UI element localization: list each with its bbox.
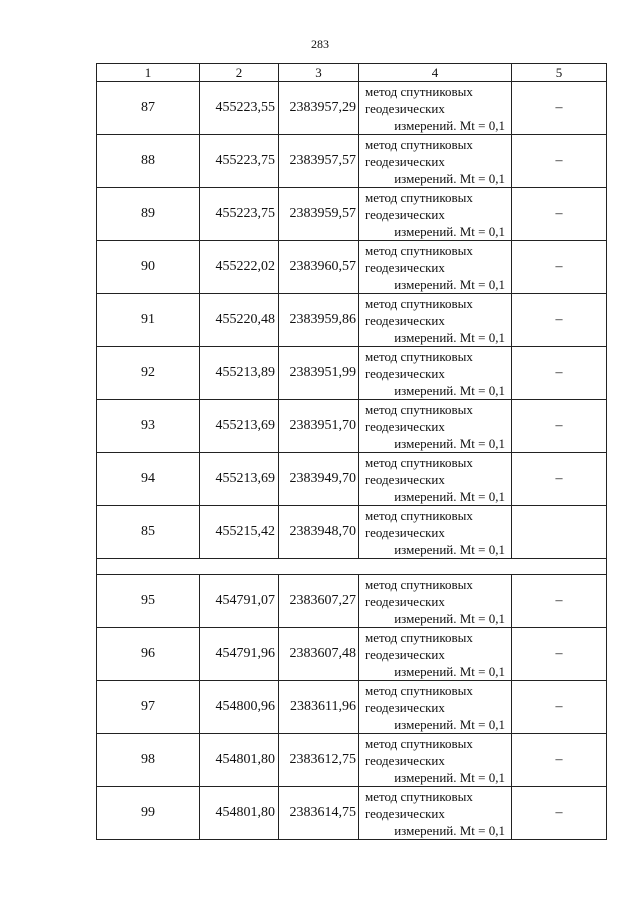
table-row (97, 347, 607, 400)
x-coordinate-cell: 455223,75 (200, 188, 279, 241)
method-text-line: метод спутниковых (365, 189, 473, 205)
point-number-cell: 92 (97, 347, 200, 400)
x-coordinate-cell: 454791,96 (200, 628, 279, 681)
column-5-cell: – (512, 734, 607, 787)
method-cell (359, 82, 512, 135)
point-number-cell: 97 (97, 681, 200, 734)
method-text-line: геодезических (365, 593, 445, 609)
method-text-line: измерений. Mt = 0,1 (394, 716, 505, 732)
method-cell (359, 135, 512, 188)
method-text-line: измерений. Mt = 0,1 (394, 663, 505, 679)
method-text-line: метод спутниковых (365, 454, 473, 470)
method-text-line: метод спутниковых (365, 136, 473, 152)
x-coordinate-cell: 455223,75 (200, 135, 279, 188)
method-cell (359, 241, 512, 294)
column-5-cell: – (512, 628, 607, 681)
table-row (97, 241, 607, 294)
y-coordinate-cell: 2383951,70 (279, 400, 359, 453)
method-text-line: метод спутниковых (365, 401, 473, 417)
x-coordinate-cell: 454791,07 (200, 575, 279, 628)
column-5-cell: – (512, 188, 607, 241)
method-cell (359, 628, 512, 681)
method-text-line: метод спутниковых (365, 295, 473, 311)
method-cell (359, 575, 512, 628)
method-text-line: геодезических (365, 259, 445, 275)
method-text-line: измерений. Mt = 0,1 (394, 610, 505, 626)
y-coordinate-cell: 2383959,57 (279, 188, 359, 241)
column-5-cell (512, 506, 607, 559)
table-row (97, 787, 607, 840)
column-5-cell: – (512, 82, 607, 135)
column-5-cell: – (512, 681, 607, 734)
column-5-cell: – (512, 135, 607, 188)
method-cell (359, 506, 512, 559)
method-text-line: метод спутниковых (365, 242, 473, 258)
separator-cell (97, 559, 607, 575)
column-5-cell: – (512, 294, 607, 347)
method-text-line: геодезических (365, 418, 445, 434)
point-number-cell: 89 (97, 188, 200, 241)
method-text-line: метод спутниковых (365, 348, 473, 364)
table-row (97, 453, 607, 506)
method-text-line: метод спутниковых (365, 83, 473, 99)
method-cell (359, 681, 512, 734)
point-number-cell: 93 (97, 400, 200, 453)
method-text-line: геодезических (365, 312, 445, 328)
y-coordinate-cell: 2383614,75 (279, 787, 359, 840)
column-5-cell: – (512, 241, 607, 294)
coordinates-table (96, 63, 607, 840)
y-coordinate-cell: 2383607,27 (279, 575, 359, 628)
method-cell (359, 294, 512, 347)
method-text-line: измерений. Mt = 0,1 (394, 223, 505, 239)
column-5-cell: – (512, 347, 607, 400)
x-coordinate-cell: 455213,89 (200, 347, 279, 400)
y-coordinate-cell: 2383951,99 (279, 347, 359, 400)
method-text-line: метод спутниковых (365, 507, 473, 523)
method-text-line: измерений. Mt = 0,1 (394, 488, 505, 504)
y-coordinate-cell: 2383607,48 (279, 628, 359, 681)
method-cell (359, 347, 512, 400)
column-header-2: 2 (200, 64, 279, 82)
point-number-cell: 95 (97, 575, 200, 628)
point-number-cell: 87 (97, 82, 200, 135)
method-text-line: измерений. Mt = 0,1 (394, 822, 505, 838)
method-text-line: геодезических (365, 365, 445, 381)
method-text-line: геодезических (365, 153, 445, 169)
method-text-line: измерений. Mt = 0,1 (394, 117, 505, 133)
y-coordinate-cell: 2383611,96 (279, 681, 359, 734)
point-number-cell: 91 (97, 294, 200, 347)
column-header-3: 3 (279, 64, 359, 82)
point-number-cell: 98 (97, 734, 200, 787)
method-text-line: геодезических (365, 805, 445, 821)
point-number-cell: 99 (97, 787, 200, 840)
method-cell (359, 188, 512, 241)
x-coordinate-cell: 455220,48 (200, 294, 279, 347)
method-text-line: геодезических (365, 100, 445, 116)
method-text-line: геодезических (365, 752, 445, 768)
column-5-cell: – (512, 787, 607, 840)
method-text-line: измерений. Mt = 0,1 (394, 329, 505, 345)
column-5-cell: – (512, 400, 607, 453)
table-row (97, 628, 607, 681)
method-cell (359, 400, 512, 453)
table-row (97, 681, 607, 734)
table-row (97, 575, 607, 628)
method-text-line: метод спутниковых (365, 682, 473, 698)
column-header-5: 5 (512, 64, 607, 82)
table-row (97, 188, 607, 241)
point-number-cell: 90 (97, 241, 200, 294)
table-row (97, 734, 607, 787)
y-coordinate-cell: 2383948,70 (279, 506, 359, 559)
y-coordinate-cell: 2383957,29 (279, 82, 359, 135)
table-row (97, 400, 607, 453)
table-row (97, 82, 607, 135)
column-5-cell: – (512, 575, 607, 628)
method-text-line: измерений. Mt = 0,1 (394, 276, 505, 292)
method-text-line: измерений. Mt = 0,1 (394, 769, 505, 785)
x-coordinate-cell: 455223,55 (200, 82, 279, 135)
method-text-line: геодезических (365, 699, 445, 715)
point-number-cell: 85 (97, 506, 200, 559)
table-body (97, 64, 607, 840)
y-coordinate-cell: 2383959,86 (279, 294, 359, 347)
x-coordinate-cell: 455215,42 (200, 506, 279, 559)
point-number-cell: 94 (97, 453, 200, 506)
method-text-line: метод спутниковых (365, 735, 473, 751)
y-coordinate-cell: 2383960,57 (279, 241, 359, 294)
x-coordinate-cell: 455213,69 (200, 453, 279, 506)
y-coordinate-cell: 2383949,70 (279, 453, 359, 506)
method-text-line: измерений. Mt = 0,1 (394, 541, 505, 557)
method-text-line: геодезических (365, 646, 445, 662)
method-text-line: измерений. Mt = 0,1 (394, 435, 505, 451)
y-coordinate-cell: 2383612,75 (279, 734, 359, 787)
x-coordinate-cell: 454801,80 (200, 734, 279, 787)
table-row (97, 506, 607, 559)
x-coordinate-cell: 454800,96 (200, 681, 279, 734)
method-cell (359, 787, 512, 840)
table-row (97, 135, 607, 188)
x-coordinate-cell: 454801,80 (200, 787, 279, 840)
table-row (97, 294, 607, 347)
method-text-line: измерений. Mt = 0,1 (394, 170, 505, 186)
method-text-line: измерений. Mt = 0,1 (394, 382, 505, 398)
column-header-1: 1 (97, 64, 200, 82)
x-coordinate-cell: 455213,69 (200, 400, 279, 453)
page-number: 283 (311, 37, 329, 51)
method-text-line: геодезических (365, 471, 445, 487)
point-number-cell: 96 (97, 628, 200, 681)
table-header-row (97, 64, 607, 82)
method-cell (359, 453, 512, 506)
method-text-line: метод спутниковых (365, 788, 473, 804)
method-text-line: геодезических (365, 206, 445, 222)
column-5-cell: – (512, 453, 607, 506)
point-number-cell: 88 (97, 135, 200, 188)
method-text-line: метод спутниковых (365, 629, 473, 645)
column-header-4: 4 (359, 64, 512, 82)
x-coordinate-cell: 455222,02 (200, 241, 279, 294)
separator-row (97, 559, 607, 575)
method-text-line: метод спутниковых (365, 576, 473, 592)
y-coordinate-cell: 2383957,57 (279, 135, 359, 188)
method-text-line: геодезических (365, 524, 445, 540)
method-cell (359, 734, 512, 787)
